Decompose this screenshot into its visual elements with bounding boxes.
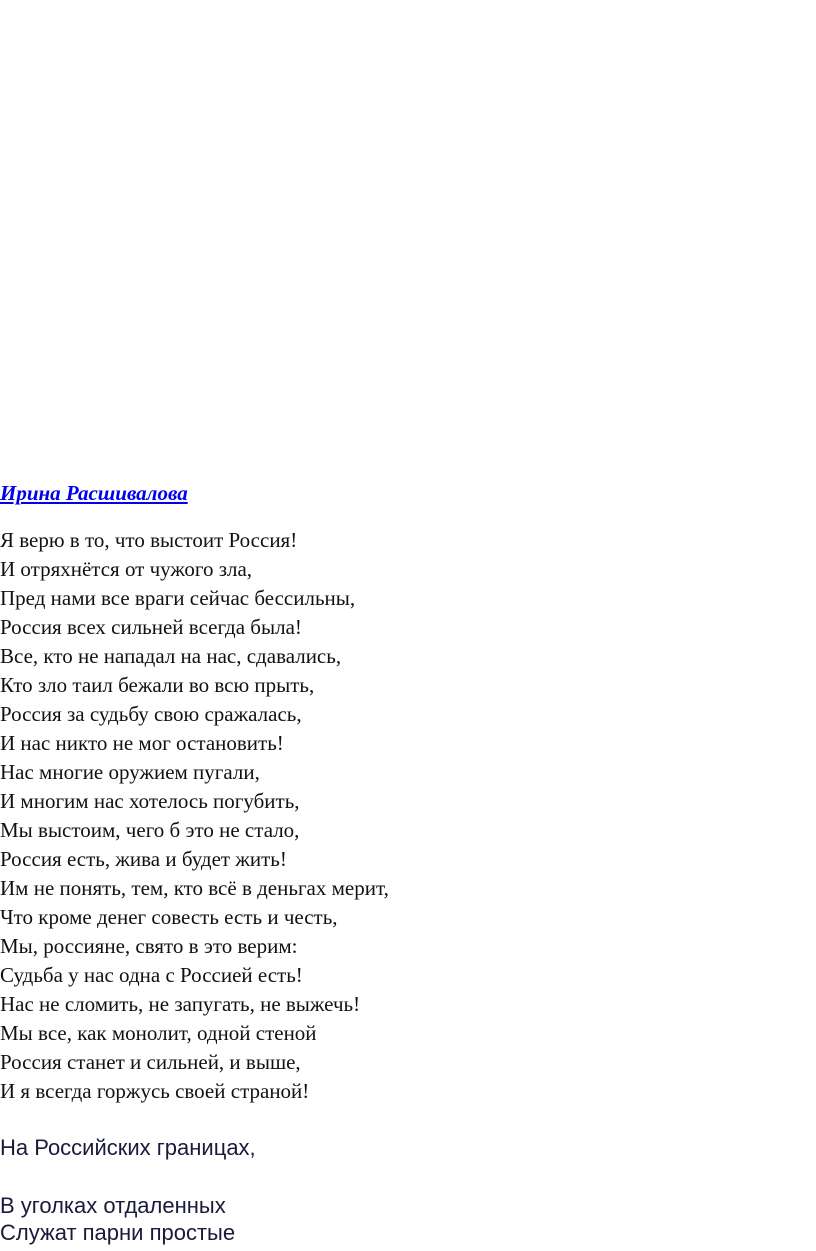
poem-line: И нас никто не мог остановить! [0, 731, 284, 755]
poem-line: Нас не сломить, не запугать, не выжечь! [0, 992, 361, 1016]
second-poem-line: В уголках отдаленных [0, 1193, 226, 1218]
poem-line: Что кроме денег совесть есть и честь, [0, 905, 338, 929]
poem [0, 526, 389, 1106]
poem-line: Все, кто не нападал на нас, сдавались, [0, 644, 342, 668]
second-poem-line: Служат парни простые [0, 1220, 236, 1245]
second-poem-line: На Российских границах, [0, 1135, 256, 1160]
poem-line: Мы все, как монолит, одной стеной [0, 1021, 317, 1045]
poem-line: Им не понять, тем, кто всё в деньгах мерит, [0, 876, 389, 900]
poem-line: Россия станет и сильней, и выше, [0, 1050, 301, 1074]
poem-line: И я всегда горжусь своей страной! [0, 1079, 310, 1103]
poem-line: И отряхнётся от чужого зла, [0, 557, 253, 581]
poem-line: Я верю в то, что выстоит Россия! [0, 528, 298, 552]
poem-line: Мы выстоим, чего б это не стало, [0, 818, 300, 842]
author-link[interactable]: Ирина Расшивалова [0, 481, 188, 505]
poem-line: Россия всех сильней всегда была! [0, 615, 302, 639]
poem-line: Нас многие оружием пугали, [0, 760, 260, 784]
poem-line: Россия за судьбу свою сражалась, [0, 702, 302, 726]
poem-line: Пред нами все враги сейчас бессильны, [0, 586, 356, 610]
poem-line: Кто зло таил бежали во всю прыть, [0, 673, 315, 697]
poem-line: И многим нас хотелось погубить, [0, 789, 300, 813]
poem-line: Россия есть, жива и будет жить! [0, 847, 287, 871]
poem-line: Мы, россияне, свято в это верим: [0, 934, 298, 958]
poem-line: Судьба у нас одна с Россией есть! [0, 963, 303, 987]
